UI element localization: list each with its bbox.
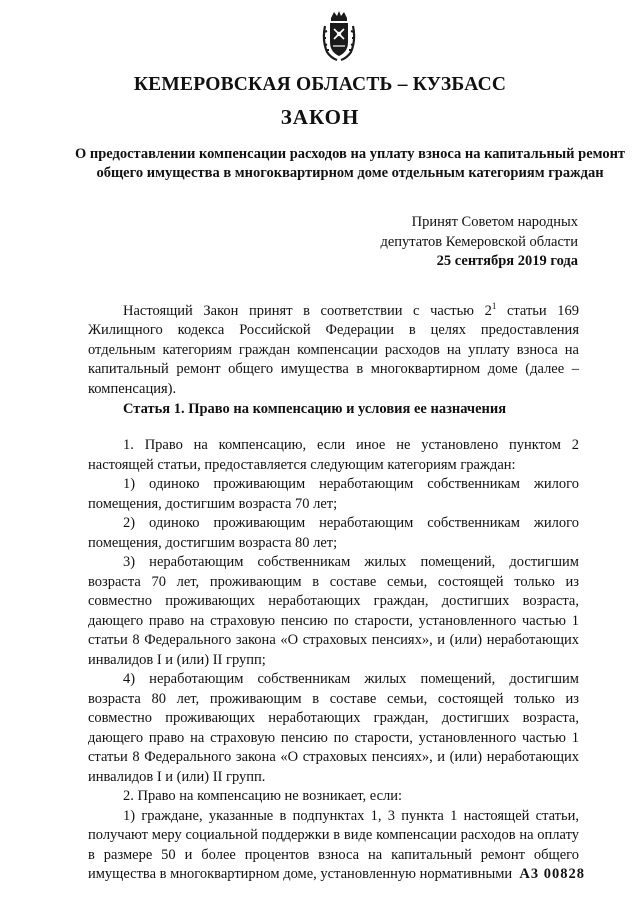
article-paragraph: 3) неработающим собственникам жилых помещений, достигшим возраста 70 лет, проживающим в составе семьи, состоящей только из совместно проживающих неработающих граждан, достигших возраста, дающего право на страховую пенсию по старости, установленного частью 1 статьи 8 Федерального закона «О страховых пенсиях», и (или) неработающих инвалидов I и (или) II групп; [88,554,579,668]
preamble-text-2: статьи 169 Жилищного кодекса Российской Федерации в целях предоставления отдельным категориям граждан компенсации расходов на уплату взноса на капитальный ремонт общего имущества в многоквартирном доме (далее – компенсация). [88,302,579,397]
preamble-superscript: 1 [491,301,497,311]
adoption-date: 25 сентября 2019 года [436,253,578,269]
preamble-text-1: Настоящий Закон принят в соответствии с частью 2 [123,302,492,319]
document-type-title: ЗАКОН [280,105,360,129]
article-1-body [88,436,579,885]
article-paragraph: 2. Право на компенсацию не возникает, если: [123,788,403,804]
document-serial-code: А3 00828 [519,866,585,882]
preamble-paragraph [88,297,579,399]
law-subject-title: О предоставлении компенсации расходов на уплату взноса на капитальный ремонт общего имущества в многоквартирном доме отдельным категориям граждан [74,146,626,181]
adoption-line-1: Принят Советом народных [411,214,578,230]
kemerovo-coat-of-arms-icon [321,10,357,62]
article-1-heading: Статья 1. Право на компенсацию и условия ее назначения [123,401,507,417]
article-paragraph: 1) одиноко проживающим неработающим собственникам жилого помещения, достигшим возраста 70 лет; [88,476,579,512]
adoption-block [380,213,578,272]
preamble [88,297,579,399]
article-paragraph: 4) неработающим собственникам жилых помещений, достигшим возраста 80 лет, проживающим в составе семьи, состоящей только из совместно проживающих неработающих граждан, достигших возраста, дающего право на страховую пенсию по старости, установленного частью 1 статьи 8 Федерального закона «О страховых пенсиях», и (или) неработающих инвалидов I и (или) II групп. [88,671,579,785]
adoption-line-2: депутатов Кемеровской области [380,233,578,250]
article-paragraph: 2) одиноко проживающим неработающим собственникам жилого помещения, достигшим возраста 80 лет; [88,515,579,551]
region-title: КЕМЕРОВСКАЯ ОБЛАСТЬ – КУЗБАСС [133,74,507,95]
article-paragraph: 1) граждане, указанные в подпунктах 1, 3 пункта 1 настоящей статьи, получают меру социальной поддержки в виде компенсации расходов на оплату в размере 50 и более процентов взноса на капитальный ремонт общего имущества в многоквартирном доме, установленную нормативными [88,807,579,882]
article-paragraph: 1. Право на компенсацию, если иное не установлено пунктом 2 настоящей статьи, предоставляется следующим категориям граждан: [88,437,579,473]
